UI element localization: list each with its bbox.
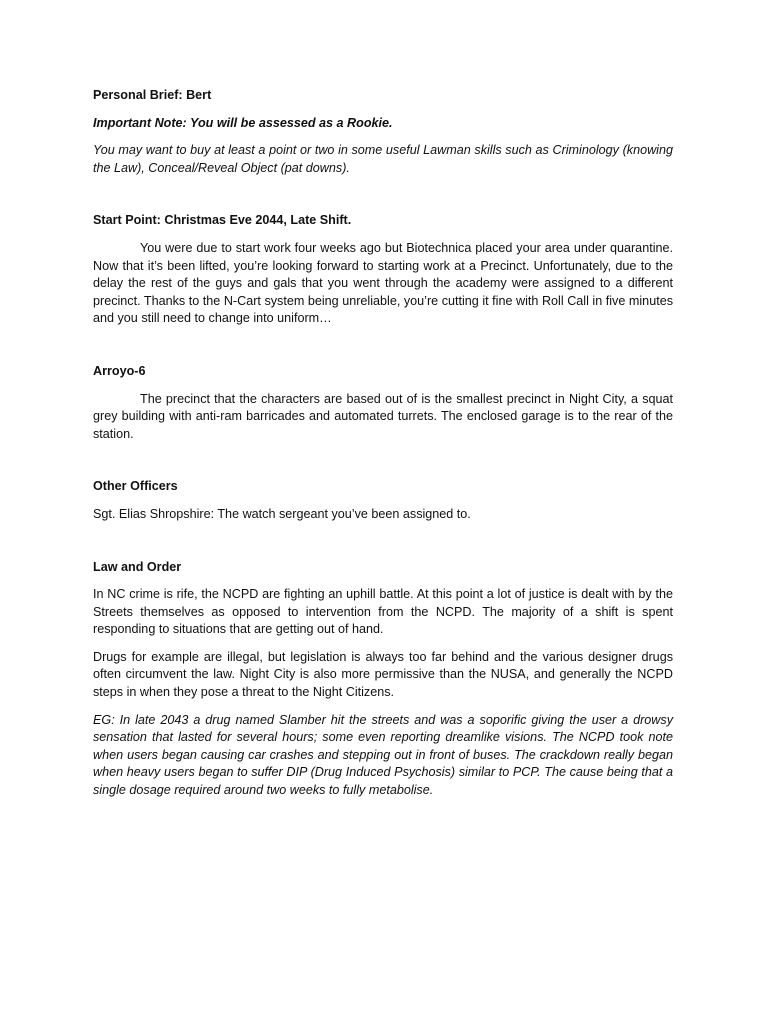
- arroyo-heading: Arroyo-6: [93, 363, 146, 378]
- document-page: [93, 87, 673, 800]
- law-paragraph-2: Drugs for example are illegal, but legislation is always too far behind and the various designer drugs often circumvent the law. Night City is also more permissive than the NUSA, and generally the NCPD steps in when they pose a threat to the Night Citizens.: [93, 649, 673, 700]
- other-officers-heading: Other Officers: [93, 479, 178, 494]
- document-title: Personal Brief: Bert: [93, 88, 212, 102]
- law-example: EG: In late 2043 a drug named Slamber hit the streets and was a soporific giving the user a drowsy sensation that lasted for several hours; some even reporting dreamlike visions. The NCPD took note when users began causing car crashes and stepping out in front of buses. The crackdown really began when heavy users began to suffer DIP (Drug Induced Psychosis) similar to PCP. The cause being that a single dosage required around two weeks to fully metabolise.: [93, 712, 673, 798]
- start-point-body: You were due to start work four weeks ago but Biotechnica placed your area under quarantine. Now that it’s been lifted, you’re looking forward to starting work at a Precinct. Unfortunately, due to the delay the rest of the guys and gals that you went through the academy were assigned to a different precinct. Thanks to the N-Cart system being unreliable, you’re cutting it fine with Roll Call in five minutes and you still need to change into uniform…: [93, 240, 673, 326]
- skills-note: You may want to buy at least a point or two in some useful Lawman skills such as Criminology (knowing the Law), Conceal/Reveal Object (pat downs).: [93, 143, 673, 175]
- start-point-heading: Start Point: Christmas Eve 2044, Late Shift.: [93, 213, 352, 228]
- law-and-order-heading: Law and Order: [93, 559, 182, 574]
- important-note: Important Note: You will be assessed as a Rookie.: [93, 115, 393, 130]
- law-paragraph-1: In NC crime is rife, the NCPD are fighting an uphill battle. At this point a lot of justice is dealt with by the Streets themselves as opposed to intervention from the NCPD. The majority of a shift is spent responding to situations that are getting out of hand.: [93, 587, 673, 637]
- other-officers-body: Sgt. Elias Shropshire: The watch sergeant you’ve been assigned to.: [93, 506, 471, 521]
- arroyo-body: The precinct that the characters are based out of is the smallest precinct in Night City, a squat grey building with anti-ram barricades and automated turrets. The enclosed garage is to the rear of the station.: [93, 391, 673, 441]
